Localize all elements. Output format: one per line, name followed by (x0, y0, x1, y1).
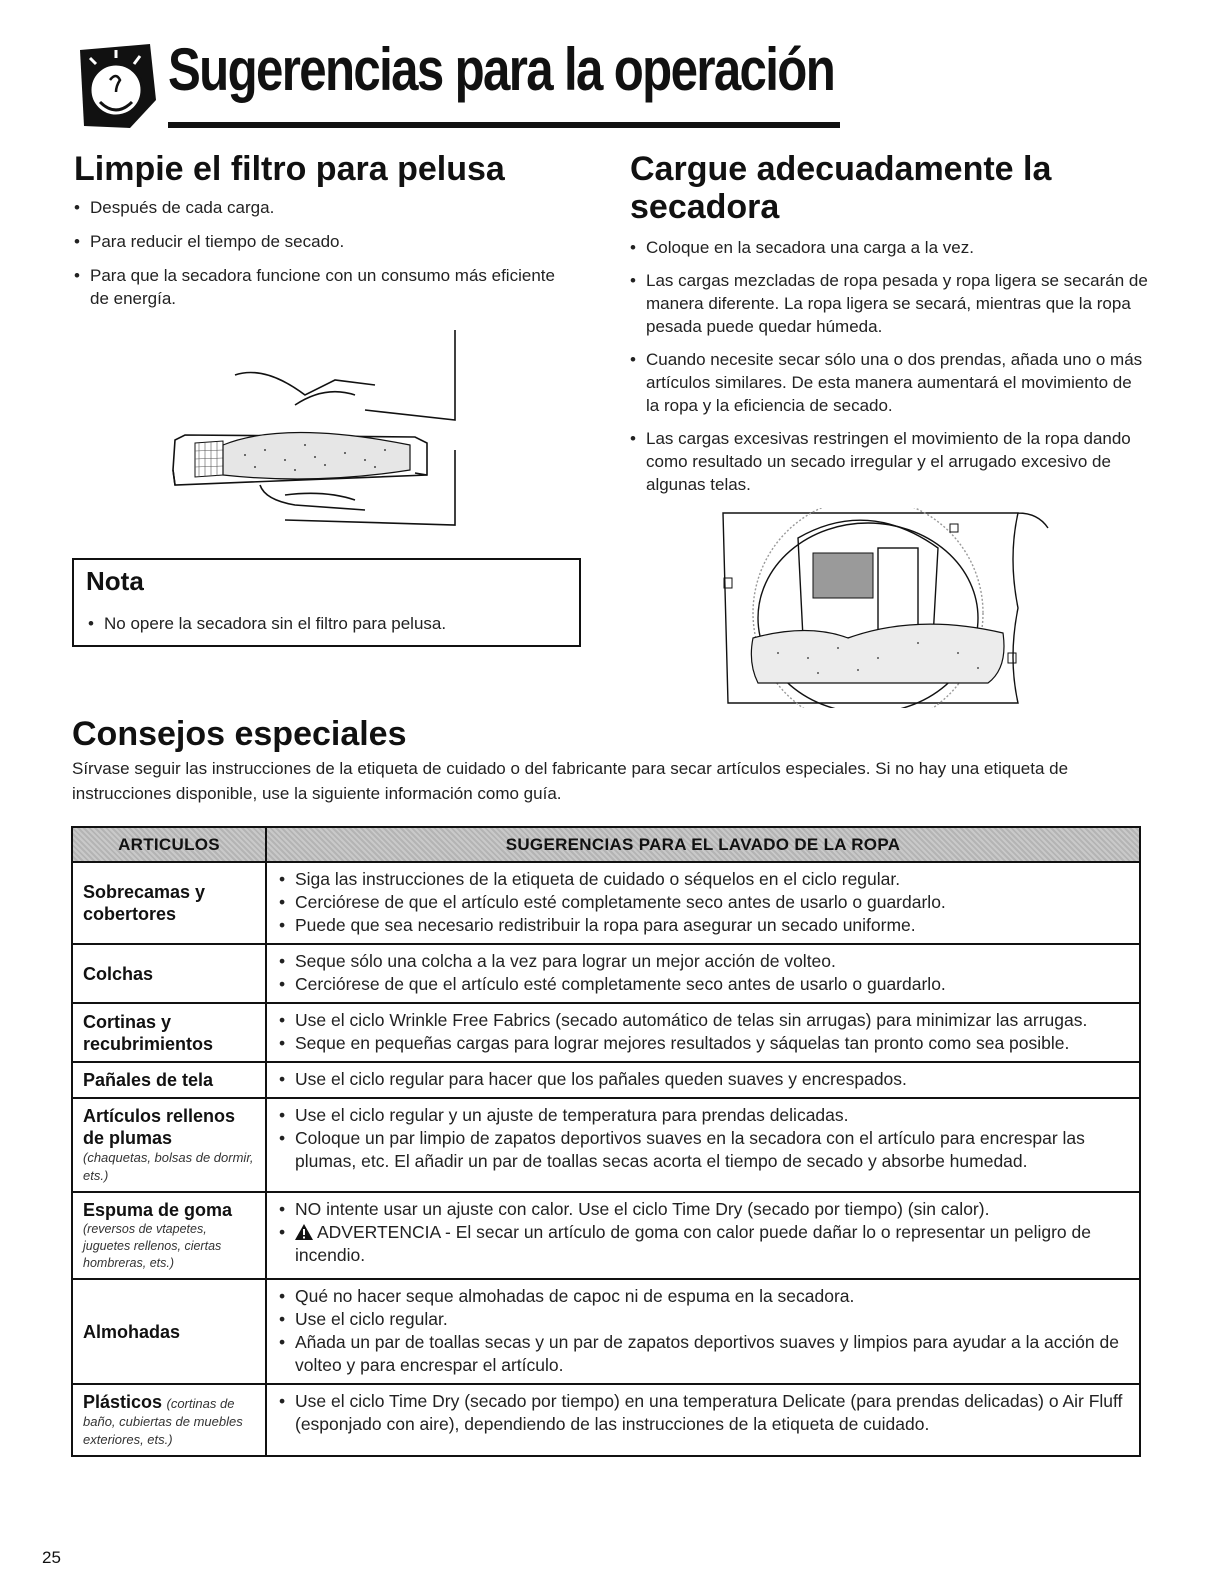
item-note: (reversos de vtapetes, juguetes rellenos, ciertas hombreras, ets.) (83, 1222, 222, 1270)
tip: • Puede que sea necesario redistribuir la ropa para asegurar un secado uniforme. (277, 914, 1129, 937)
item-name: Cortinas y recubrimientos (83, 1011, 214, 1054)
table-row (73, 1191, 1139, 1278)
item-name: Artículos rellenos de plumas (83, 1106, 236, 1148)
title-underline (168, 122, 840, 128)
item-name: Espuma de goma (83, 1200, 233, 1220)
dryer-drum-illustration (718, 508, 1058, 708)
special-tips-intro: Sírvase seguir las instrucciones de la etiqueta de cuidado o del fabricante para secar artículos especiales. Si no hay una etiqueta de instrucciones disponible, use la siguiente información como guía. (72, 759, 1069, 803)
list-item: • Las cargas excesivas restringen el movimiento de la ropa dando como resultado un secado irregular y el arrugado excesivo de algunas telas. (628, 427, 1148, 496)
warning-text: ADVERTENCIA - El secar un artículo de goma con calor puede dañar lo o representar un peligro de incendio. (295, 1222, 1091, 1265)
tip: • Use el ciclo Wrinkle Free Fabrics (secado automático de telas sin arrugas) para minimizar las arrugas. (277, 1009, 1129, 1032)
note-list (86, 612, 566, 635)
load-tips-list (628, 236, 1148, 506)
tip: • Use el ciclo regular para hacer que los pañales queden suaves y encrespados. (277, 1068, 1129, 1091)
table-row (73, 1061, 1139, 1097)
tip: • Seque sólo una colcha a la vez para lograr un mejor acción de volteo. (277, 950, 1129, 973)
note-text: • No opere la secadora sin el filtro para pelusa. (86, 612, 566, 635)
list-item: • Después de cada carga. (72, 196, 562, 219)
tip-warning (277, 1221, 1129, 1267)
page-number: 25 (42, 1548, 61, 1567)
tip: • Use el ciclo Time Dry (secado por tiempo) en una temperatura Delicate (para prendas delicadas) o Air Fluff (esponjado con aire), dependiendo de las instrucciones de la etiqueta de cuidado. (277, 1390, 1129, 1436)
tip: • Coloque un par limpio de zapatos deportivos suaves en la secadora con el artículo para encrespar las plumas, etc. El añadir un par de toallas secas acorta el tiempo de secado y absorbe humedad. (277, 1127, 1129, 1173)
item-name: Colchas (83, 963, 154, 984)
lint-tips-list (72, 196, 562, 321)
special-items-table (71, 826, 1141, 1457)
item-note: (chaquetas, bolsas de dormir, ets.) (83, 1150, 254, 1183)
tip: • Qué no hacer seque almohadas de capoc ni de espuma en la secadora. (277, 1285, 1129, 1308)
tip: • Añada un par de toallas secas y un par de zapatos deportivos suaves y limpios para ayudar a la acción de volteo y para encrespar el artículo. (277, 1331, 1129, 1377)
item-name: Plásticos (83, 1392, 163, 1412)
table-row (73, 861, 1139, 943)
special-tips-title: Consejos especiales (72, 715, 407, 753)
warning-icon (295, 1224, 313, 1240)
table-row (73, 1278, 1139, 1383)
tip: • Use el ciclo regular. (277, 1308, 1129, 1331)
item-name: Sobrecamas y cobertores (83, 882, 206, 924)
tip: • NO intente usar un ajuste con calor. Use el ciclo Time Dry (secado por tiempo) (sin calor). (277, 1198, 1129, 1221)
tip: • Cerciórese de que el artículo esté completamente seco antes de usarlo o guardarlo. (277, 891, 1129, 914)
note-box (72, 558, 581, 647)
lightbulb-icon (70, 40, 160, 132)
item-name: Almohadas (83, 1321, 181, 1342)
item-note: (cortinas de baño, cubiertas de muebles exteriores, ets.) (83, 1396, 243, 1447)
tip: • Use el ciclo regular y un ajuste de temperatura para prendas delicadas. (277, 1104, 1129, 1127)
tip: • Cerciórese de que el artículo esté completamente seco antes de usarlo o guardarlo. (277, 973, 1129, 996)
note-title: Nota (86, 566, 144, 596)
lint-section-title: Limpie el filtro para pelusa (74, 150, 505, 188)
list-item: • Para reducir el tiempo de secado. (72, 230, 562, 253)
tip: • Seque en pequeñas cargas para lograr mejores resultados y sáquelas tan pronto como sea posible. (277, 1032, 1129, 1055)
table-row (73, 943, 1139, 1002)
lint-filter-illustration (165, 325, 460, 530)
table-header (73, 828, 1139, 861)
load-section-title: Cargue adecuadamente la secadora (630, 150, 1052, 226)
table-row (73, 1002, 1139, 1061)
table-row (73, 1383, 1139, 1455)
col-header-items: ARTICULOS (118, 834, 220, 854)
list-item: • Para que la secadora funcione con un consumo más eficiente de energía. (72, 264, 562, 310)
list-item: • Las cargas mezcladas de ropa pesada y ropa ligera se secarán de manera diferente. La ropa ligera se secará, mientras que la ropa pesada puede quedar húmeda. (628, 269, 1148, 338)
item-name: Pañales de tela (83, 1070, 214, 1090)
col-header-tips: SUGERENCIAS PARA EL LAVADO DE LA ROPA (505, 834, 901, 854)
tip: • Siga las instrucciones de la etiqueta de cuidado o séquelos en el ciclo regular. (277, 868, 1129, 891)
page-title: Sugerencias para la operación (168, 36, 835, 103)
list-item: • Coloque en la secadora una carga a la vez. (628, 236, 1148, 259)
table-row (73, 1097, 1139, 1191)
list-item: • Cuando necesite secar sólo una o dos prendas, añada uno o más artículos similares. De esta manera aumentará el movimiento de la ropa y la eficiencia de secado. (628, 348, 1148, 417)
